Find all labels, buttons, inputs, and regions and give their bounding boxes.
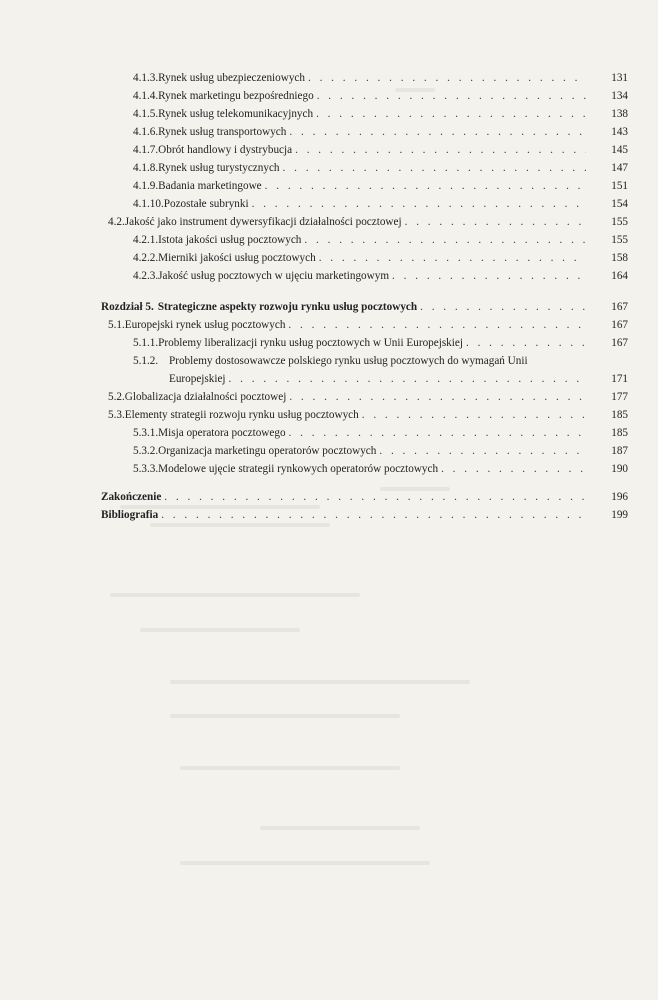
toc-title: Misja operatora pocztowego (158, 427, 286, 439)
toc-title: Rynek usług telekomunikacyjnych (158, 108, 314, 120)
toc-title: Europejskiej (169, 373, 226, 385)
toc-title: Europejski rynek usług pocztowych (124, 319, 286, 331)
toc-title: Organizacja marketingu operatorów pocztowych (158, 445, 377, 457)
toc-page-number: 147 (611, 162, 628, 174)
dot-leader (252, 196, 586, 212)
dot-leader (441, 461, 586, 477)
toc-number: 4.1.4. (133, 90, 159, 102)
toc-number: 4.2.3. (133, 270, 159, 282)
toc-page-number: 143 (611, 126, 628, 138)
dot-leader (161, 507, 586, 523)
toc-number: 5.1. (108, 319, 125, 331)
toc-page-number: 134 (611, 90, 628, 102)
dot-leader (319, 250, 586, 266)
toc-page-number: 171 (611, 373, 628, 385)
toc-number: 4.2.2. (133, 252, 159, 264)
toc-page-number: 177 (611, 391, 628, 403)
dot-leader (289, 124, 586, 140)
toc-page-number: 158 (611, 252, 628, 264)
toc-page-number: 190 (611, 463, 628, 475)
toc-page-number: 199 (611, 509, 628, 521)
toc-number: 4.1.9. (133, 180, 159, 192)
toc-page-number: 138 (611, 108, 628, 120)
toc-row (0, 106, 658, 122)
dot-leader (466, 335, 586, 351)
toc-number: 4.1.5. (133, 108, 159, 120)
toc-page-number: 167 (611, 319, 628, 331)
toc-title: Problemy liberalizacji rynku usług pocztowych w Unii Europejskiej (158, 337, 463, 349)
toc-number: 5.3.2. (133, 445, 159, 457)
toc-page-number: 151 (611, 180, 628, 192)
toc-row (0, 461, 658, 477)
dot-leader (164, 489, 586, 505)
toc-page-number: 131 (611, 72, 628, 84)
toc-title: Problemy dostosowawcze polskiego rynku usług pocztowych do wymagań Unii (169, 355, 528, 367)
toc-title: Bibliografia (101, 509, 159, 521)
toc-number: 4.1.3. (133, 72, 159, 84)
toc-page-number: 196 (611, 491, 628, 503)
toc-title: Istota jakości usług pocztowych (158, 234, 302, 246)
chapter-number: Rozdział 5. (101, 301, 154, 313)
dot-leader (308, 70, 586, 86)
toc-page-number: 145 (611, 144, 628, 156)
toc-page-number: 155 (611, 234, 628, 246)
toc-row (0, 88, 658, 104)
chapter-heading-row (0, 299, 658, 315)
toc-page-number: 185 (611, 409, 628, 421)
toc-page-number: 167 (611, 301, 628, 313)
toc-row (0, 353, 658, 369)
toc-title: Jakość usług pocztowych w ujęciu marketingowym (158, 270, 390, 282)
toc-row (0, 232, 658, 248)
toc-page-number: 154 (611, 198, 628, 210)
toc-page-number: 164 (611, 270, 628, 282)
dot-leader (392, 268, 586, 284)
toc-page-number: 155 (611, 216, 628, 228)
toc-row (0, 389, 658, 405)
toc-title: Obrót handlowy i dystrybucja (158, 144, 293, 156)
toc-title: Rynek usług turystycznych (158, 162, 280, 174)
toc-row (0, 443, 658, 459)
dot-leader (304, 232, 586, 248)
toc-number: 5.3. (108, 409, 125, 421)
toc-title: Modelowe ujęcie strategii rynkowych operatorów pocztowych (158, 463, 439, 475)
toc-title: Pozostałe subrynki (163, 198, 249, 210)
toc-number: 4.1.10. (133, 198, 164, 210)
toc-title: Rynek marketingu bezpośredniego (158, 90, 314, 102)
toc-number: 4.1.7. (133, 144, 159, 156)
toc-row-zakonczenie (0, 489, 658, 505)
toc-title: Mierniki jakości usług pocztowych (158, 252, 316, 264)
toc-number: 5.1.2. (133, 355, 159, 367)
toc-row (0, 142, 658, 158)
toc-title: Elementy strategii rozwoju rynku usług pocztowych (124, 409, 359, 421)
toc-number: 4.1.6. (133, 126, 159, 138)
dot-leader (379, 443, 586, 459)
toc-number: 5.2. (108, 391, 125, 403)
toc-title: Jakość jako instrument dywersyfikacji działalności pocztowej (124, 216, 402, 228)
dot-leader (316, 106, 586, 122)
toc-row (0, 214, 658, 230)
toc-row (0, 250, 658, 266)
toc-number: 5.1.1. (133, 337, 159, 349)
toc-number: 4.1.8. (133, 162, 159, 174)
toc-page-number: 185 (611, 427, 628, 439)
toc-title: Badania marketingowe (158, 180, 262, 192)
toc-row (0, 178, 658, 194)
toc-number: 4.2.1. (133, 234, 159, 246)
toc-number: 5.3.1. (133, 427, 159, 439)
dot-leader (295, 142, 586, 158)
dot-leader (405, 214, 586, 230)
toc-title: Zakończenie (101, 491, 162, 503)
toc-row (0, 70, 658, 86)
dot-leader (229, 371, 586, 387)
toc-page-number: 187 (611, 445, 628, 457)
toc-row-bibliografia (0, 507, 658, 523)
toc-number: 4.2. (108, 216, 125, 228)
dot-leader (289, 425, 586, 441)
toc-row-continuation (0, 371, 658, 387)
dot-leader (317, 88, 586, 104)
dot-leader (420, 299, 586, 315)
toc-row (0, 196, 658, 212)
dot-leader (265, 178, 586, 194)
toc-number: 5.3.3. (133, 463, 159, 475)
dot-leader (289, 389, 586, 405)
toc-title: Rynek usług ubezpieczeniowych (158, 72, 305, 84)
chapter-title: Strategiczne aspekty rozwoju rynku usług pocztowych (157, 301, 418, 313)
toc-title: Globalizacja działalności pocztowej (124, 391, 287, 403)
toc-row (0, 425, 658, 441)
dot-leader (288, 317, 586, 333)
toc-row (0, 268, 658, 284)
toc-row (0, 160, 658, 176)
toc-row (0, 317, 658, 333)
toc-row (0, 407, 658, 423)
dot-leader (362, 407, 586, 423)
toc-page-number: 167 (611, 337, 628, 349)
toc-row (0, 124, 658, 140)
dot-leader (283, 160, 586, 176)
toc-row (0, 335, 658, 351)
toc-title: Rynek usług transportowych (158, 126, 287, 138)
